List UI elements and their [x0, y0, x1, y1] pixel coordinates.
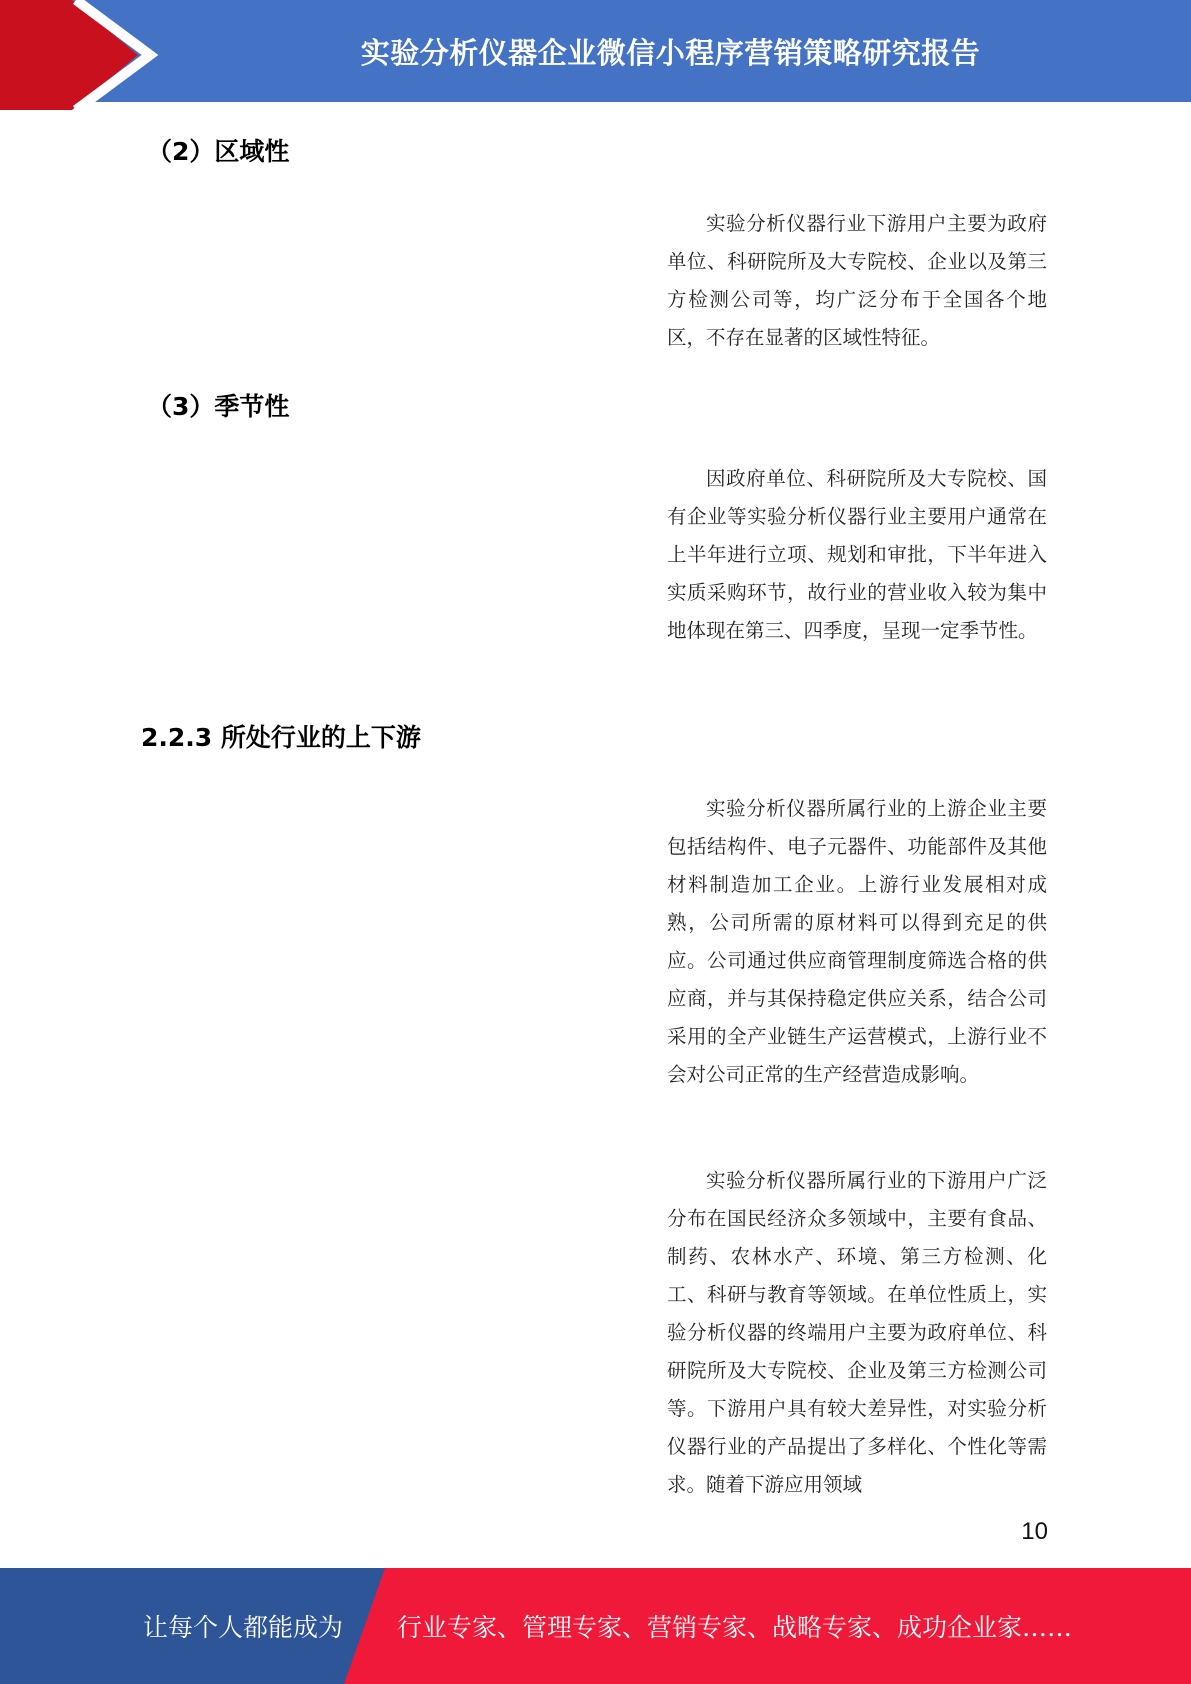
footer-slogan-right: 行业专家、管理专家、营销专家、战略专家、成功企业家……: [397, 1613, 1073, 1642]
paragraph-regional: 实验分析仪器行业下游用户主要为政府单位、科研院所及大专院校、企业以及第三方检测公司等，均广泛分布于全国各个地区，不存在显著的区域性特征。: [667, 212, 1047, 349]
section-heading-regional: （2）区域性: [147, 137, 290, 166]
paragraph-downstream: 实验分析仪器所属行业的下游用户广泛分布在国民经济众多领域中，主要有食品、制药、农林水产、环境、第三方检测、化工、科研与教育等领域。在单位性质上，实验分析仪器的终端用户主要为政府单位、科研院所及大专院校、企业及第三方检测公司等。下游用户具有较大差异性，对实验分析仪器行业的产品提出了多样化、个性化等需求。随着下游应用领域: [667, 1169, 1047, 1496]
section-heading-seasonal: （3）季节性: [147, 392, 290, 421]
paragraph-upstream: 实验分析仪器所属行业的上游企业主要包括结构件、电子元器件、功能部件及其他材料制造加工企业。上游行业发展相对成熟，公司所需的原材料可以得到充足的供应。公司通过供应商管理制度筛选合格的供应商，并与其保持稳定供应关系，结合公司采用的全产业链生产运营模式，上游行业不会对公司正常的生产经营造成影响。: [667, 797, 1047, 1086]
section-heading-upstream-downstream: 2.2.3 所处行业的上下游: [141, 723, 421, 752]
page-number: 10: [1021, 1518, 1048, 1545]
page-header: [0, 0, 1191, 110]
document-title: 实验分析仪器企业微信小程序营销策略研究报告: [360, 35, 981, 70]
paragraph-seasonal: 因政府单位、科研院所及大专院校、国有企业等实验分析仪器行业主要用户通常在上半年进行立项、规划和审批，下半年进入实质采购环节，故行业的营业收入较为集中地体现在第三、四季度，呈现一定季节性。: [667, 467, 1047, 642]
footer-slogan-left: 让每个人都能成为: [143, 1613, 344, 1642]
page-footer: [0, 1568, 1191, 1684]
